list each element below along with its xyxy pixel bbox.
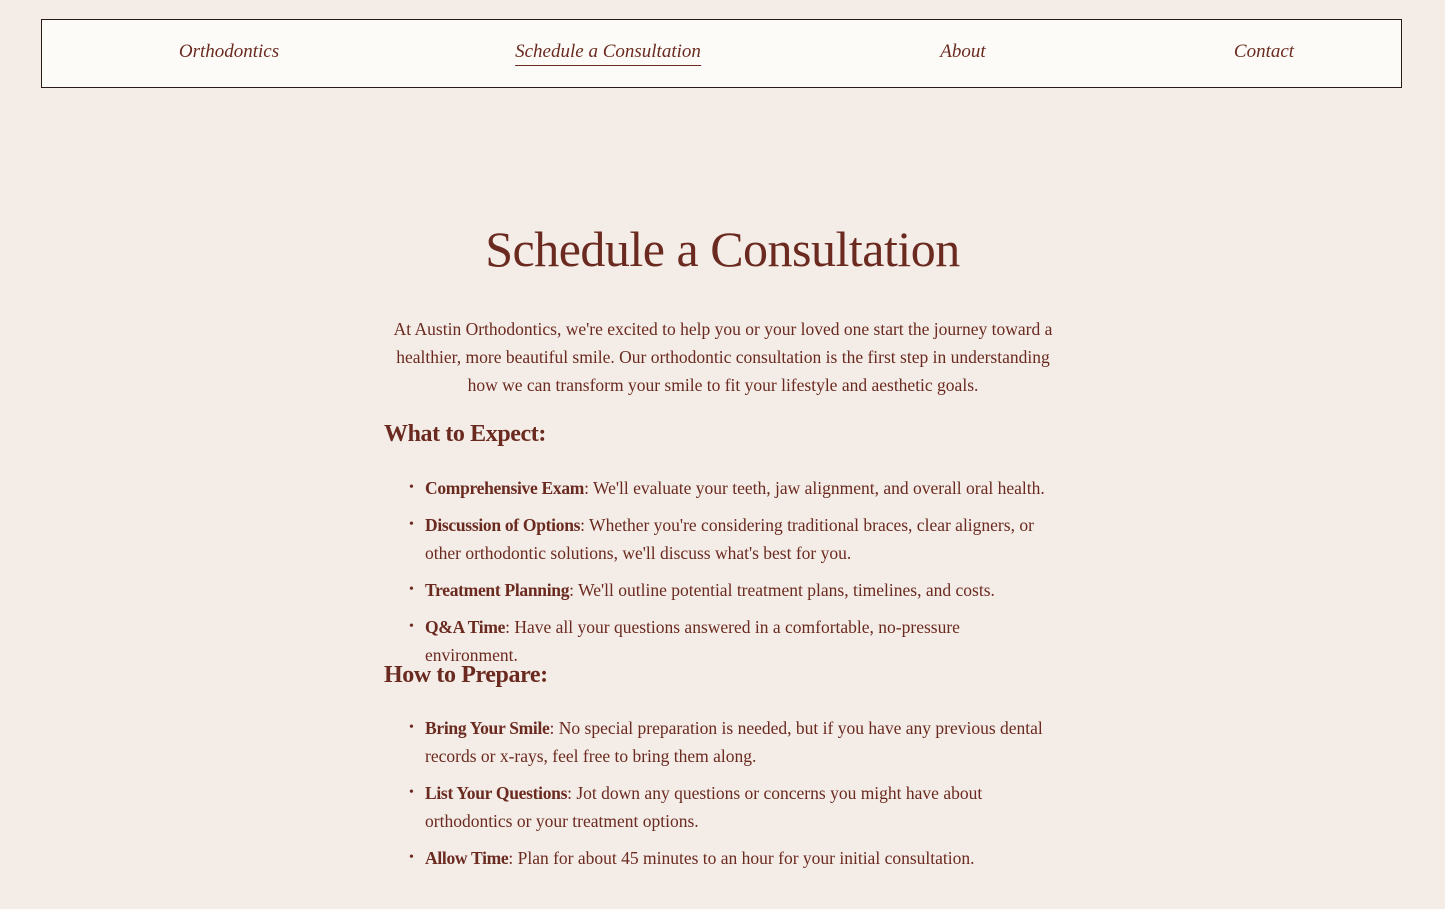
list-item-title: Bring Your Smile <box>425 718 550 738</box>
list-item-text: : Jot down any questions or concerns you might have about orthodontics or your treatment options. <box>425 783 983 831</box>
bullet-icon: • <box>409 619 414 634</box>
nav-link-about[interactable]: About <box>940 41 986 62</box>
list-item <box>384 714 1054 770</box>
how-to-prepare-heading: How to Prepare: <box>384 662 548 688</box>
list-item-text: : Whether you're considering traditional braces, clear aligners, or other orthodontic solutions, we'll discuss what's best for you. <box>425 515 1034 563</box>
list-item <box>384 511 1054 567</box>
nav-link-contact[interactable]: Contact <box>1233 41 1295 62</box>
list-item-text: : We'll evaluate your teeth, jaw alignment, and overall oral health. <box>584 478 1045 498</box>
intro-paragraph: At Austin Orthodontics, we're excited to help you or your loved one start the journey toward a healthier, more beautiful smile. Our orthodontic consultation is the first step in understanding how we can transform your smile to fit your lifestyle and aesthetic goals. <box>393 319 1053 395</box>
top-navigation <box>41 19 1402 88</box>
list-item <box>384 474 1054 502</box>
bullet-icon: • <box>409 480 414 495</box>
list-item-title: List Your Questions <box>425 783 568 803</box>
list-item <box>384 613 1054 669</box>
bullet-icon: • <box>409 720 414 735</box>
list-item-title: Treatment Planning <box>425 580 570 600</box>
bullet-icon: • <box>409 517 414 532</box>
list-item <box>384 779 1054 835</box>
how-to-prepare-list <box>384 714 1054 881</box>
list-item-title: Q&A Time <box>425 617 506 637</box>
list-item-title: Comprehensive Exam <box>425 478 585 498</box>
list-item-text: : We'll outline potential treatment plans, timelines, and costs. <box>569 580 995 600</box>
nav-link-schedule-consultation[interactable]: Schedule a Consultation <box>515 41 701 66</box>
bullet-icon: • <box>409 850 414 865</box>
list-item-text: : No special preparation is needed, but if you have any previous dental records or x-rays, feel free to bring them along. <box>425 718 1043 766</box>
list-item-text: : Plan for about 45 minutes to an hour for your initial consultation. <box>508 848 975 868</box>
nav-link-orthodontics[interactable]: Orthodontics <box>178 41 280 62</box>
list-item-text: : Have all your questions answered in a comfortable, no-pressure environment. <box>425 617 960 665</box>
list-item-title: Allow Time <box>425 848 509 868</box>
page-title: Schedule a Consultation <box>485 221 960 277</box>
what-to-expect-heading: What to Expect: <box>384 421 546 447</box>
bullet-icon: • <box>409 785 414 800</box>
bullet-icon: • <box>409 582 414 597</box>
list-item <box>384 844 1054 872</box>
list-item <box>384 576 1054 604</box>
what-to-expect-list <box>384 474 1054 678</box>
list-item-title: Discussion of Options <box>425 515 581 535</box>
